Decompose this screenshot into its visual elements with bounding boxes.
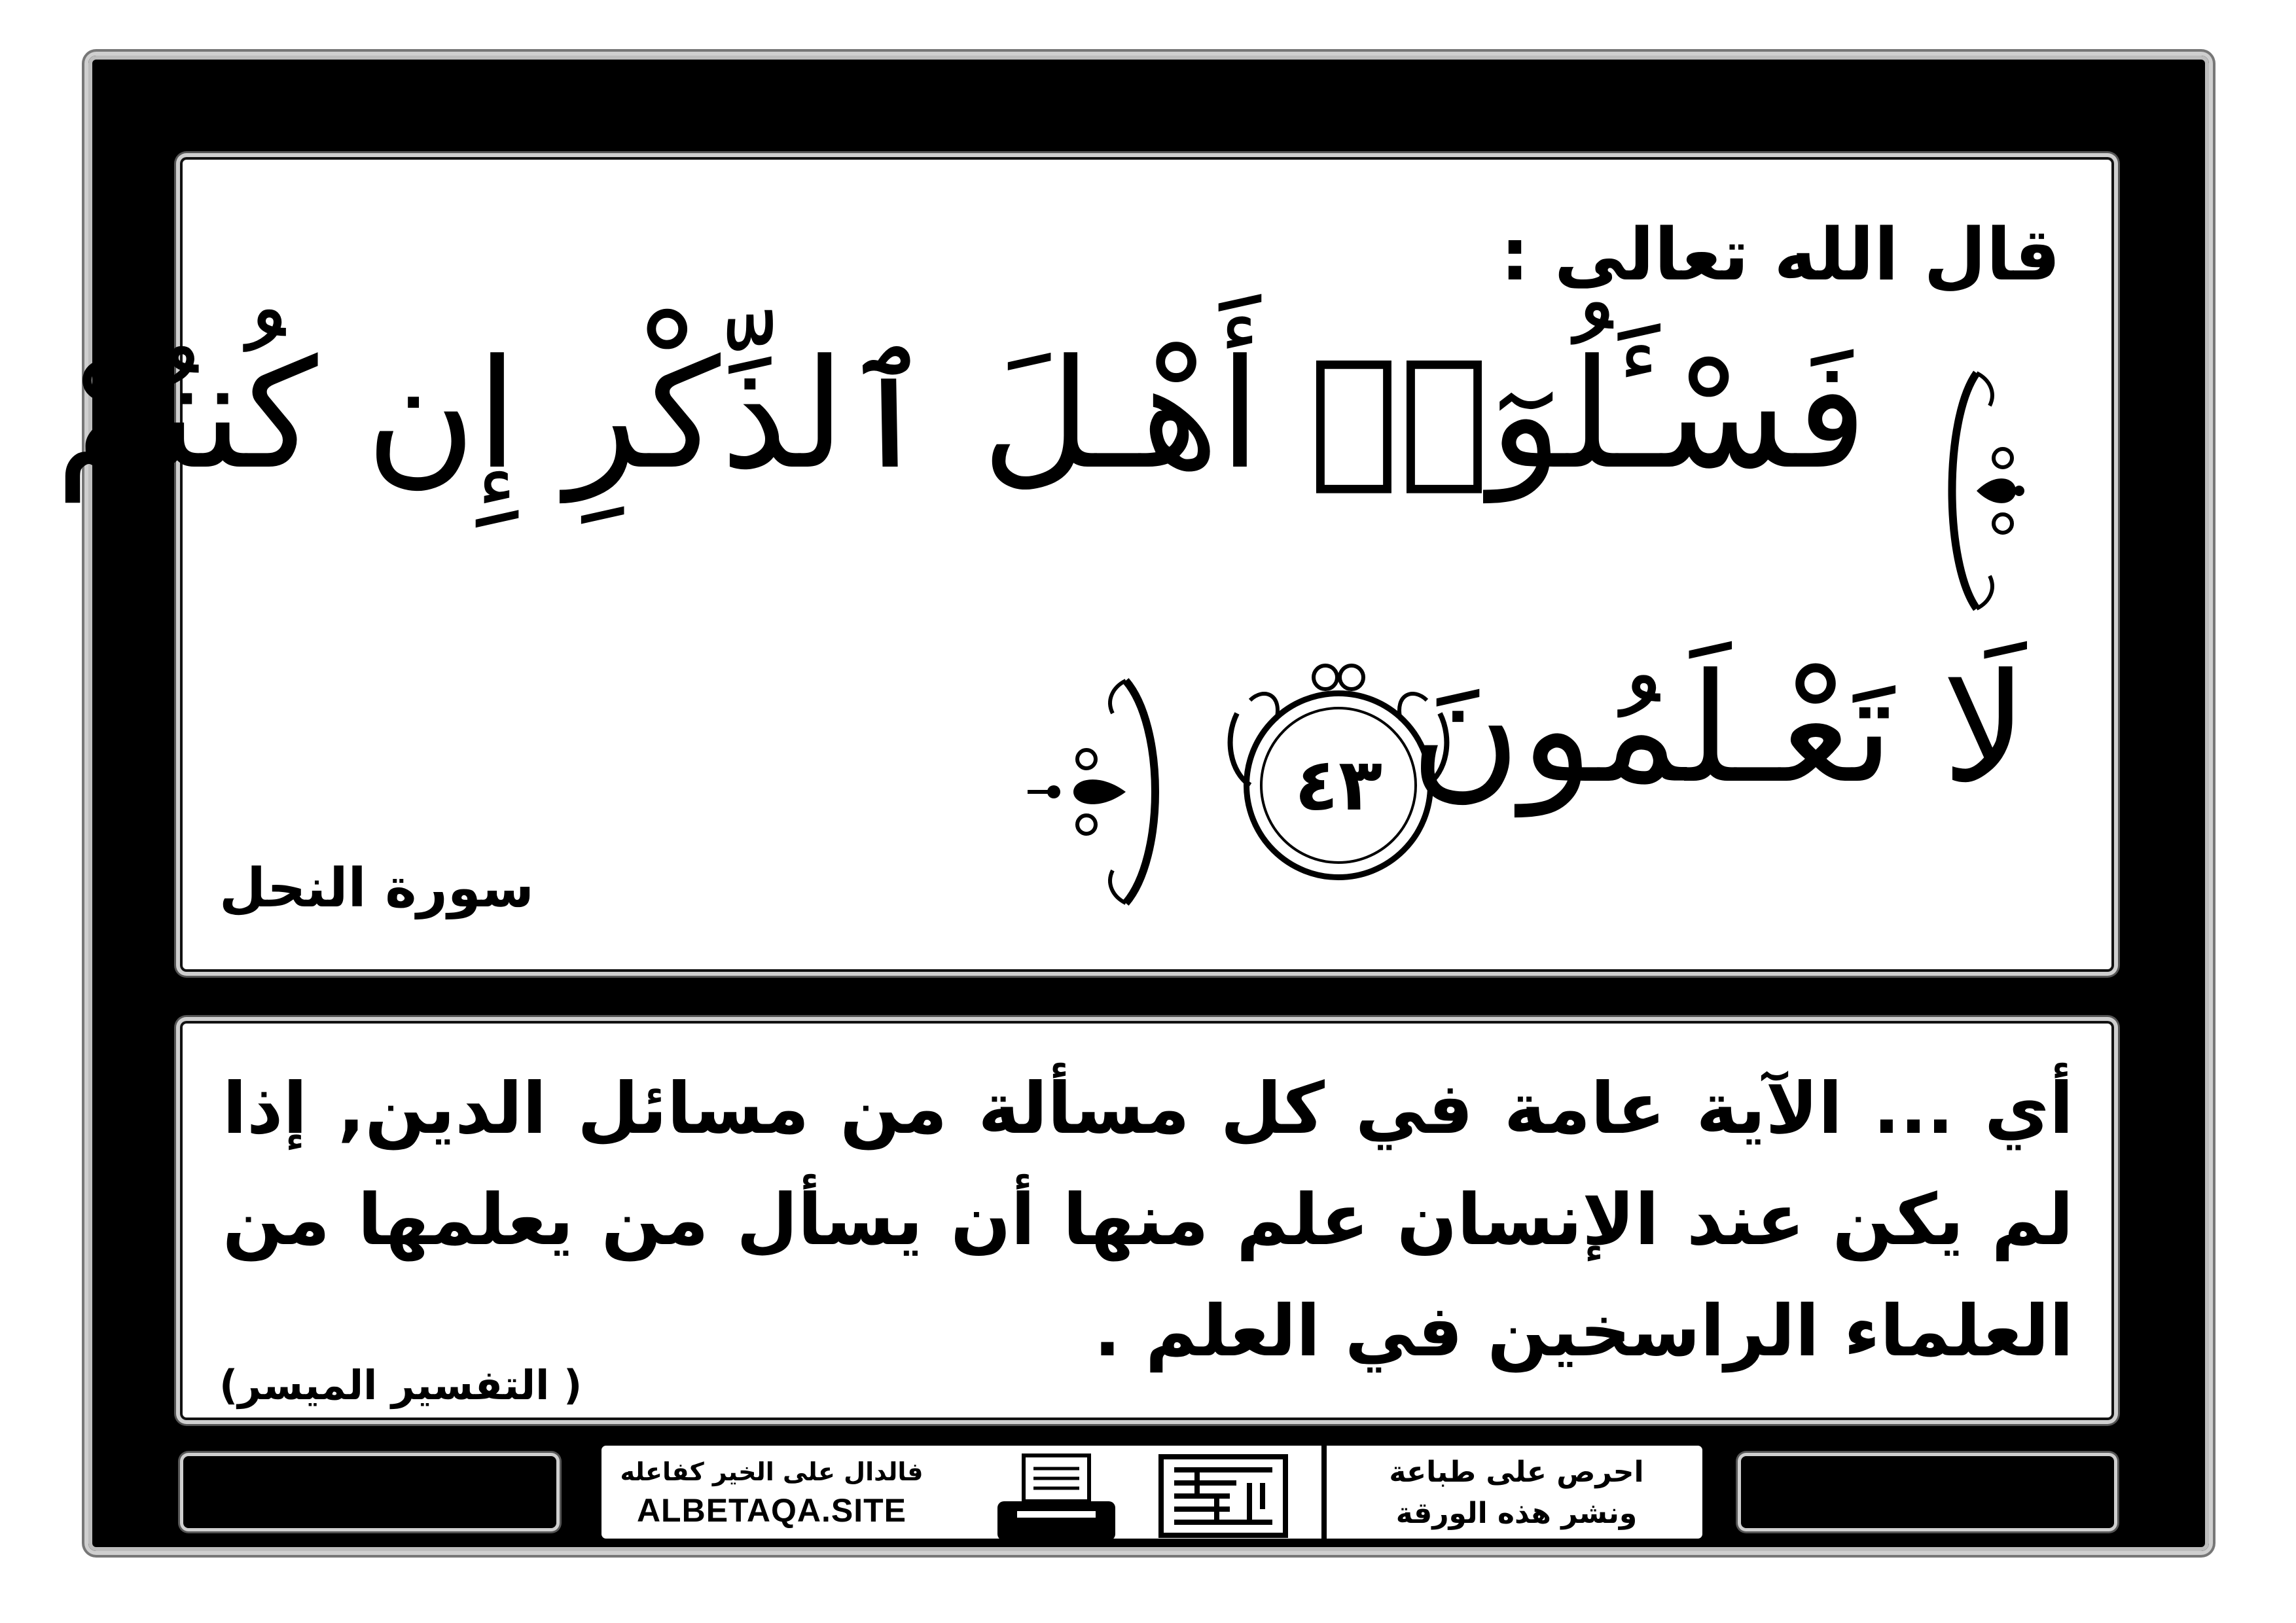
footer-bar-right (1741, 1456, 2114, 1528)
footer-site-link[interactable]: ALBETAQA.SITE (636, 1492, 907, 1529)
ornament-left-icon (1014, 674, 1172, 910)
dawat-alwaraqa-logo (1158, 1454, 1289, 1539)
footer-box (596, 1440, 1708, 1544)
footer-bar-left (183, 1456, 556, 1528)
printer-icon (991, 1452, 1122, 1544)
verse-line-1: فَسْـَٔلُوٓا۟ أَهْـلَ ٱلذِّكْرِ إِن كُنتُمْ (55, 328, 1867, 503)
footer-print-cell (1321, 1446, 1706, 1539)
surah-name: سورة النحل (219, 857, 534, 919)
footer-print-line2: ونشر هذه الورقة (1395, 1497, 1638, 1530)
tafsir-source: ( التفسير الميسر) (219, 1361, 583, 1409)
ornament-right-icon (1931, 366, 2029, 615)
ayah-number: ٤٣ (1294, 743, 1383, 827)
intro-text: قال الله تعالى : (1500, 213, 2060, 296)
footer-site-cell (601, 1446, 942, 1539)
tafsir-text: أي ... الآية عامة في كل مسألة من مسائل الدين, إذا لم يكن عند الإنسان علم منها أن يسأل من يعلمها من العلماء الراسخين في العلم . (223, 1068, 2073, 1372)
ayah-number-medallion (1230, 668, 1446, 883)
verse-line-2: لَا تَعْـلَمُونَ (1410, 642, 2028, 817)
footer-print-line1: احرص على طباعة (1389, 1455, 1644, 1489)
footer-hadith: فالدال على الخير كفاعله (620, 1457, 924, 1486)
